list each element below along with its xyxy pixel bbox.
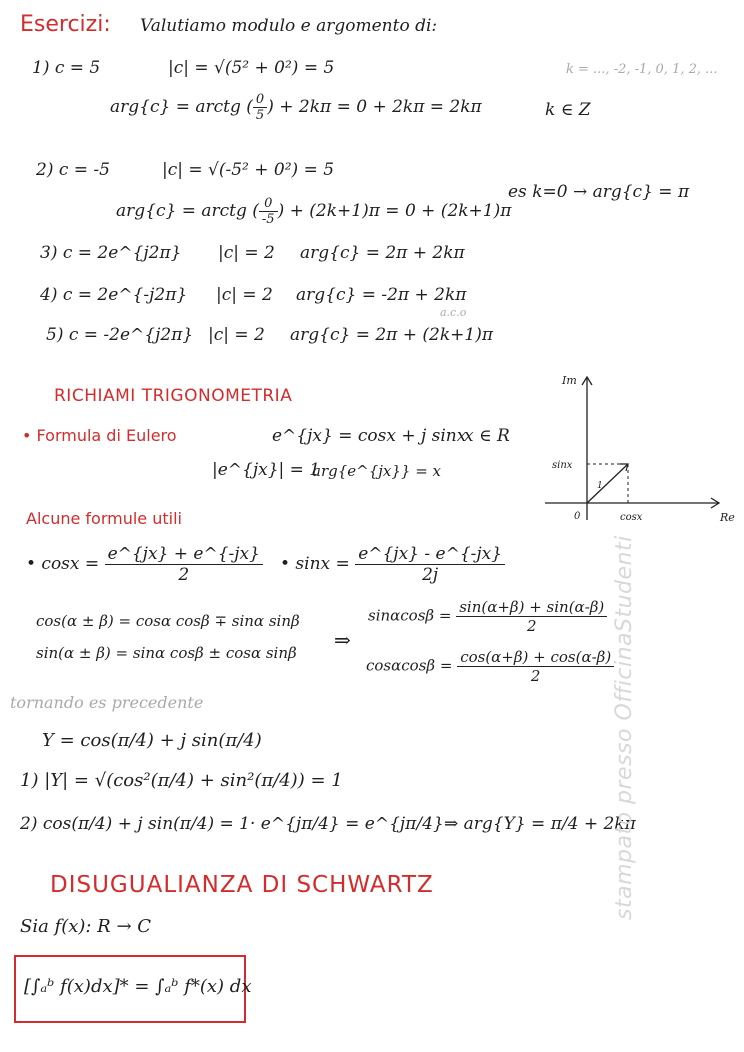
ex2-mod: |c| = √(-5² + 0²) = 5 bbox=[162, 160, 335, 180]
ex1-c: 1) c = 5 bbox=[32, 58, 101, 78]
prod2-den: 2 bbox=[530, 667, 541, 685]
unit-circle-diagram bbox=[540, 370, 740, 530]
trig-heading: RICHIAMI TRIGONOMETRIA bbox=[54, 386, 293, 406]
ex3-arg: arg{c} = 2π + 2kπ bbox=[300, 243, 465, 263]
ex5-mod: |c| = 2 bbox=[208, 325, 265, 345]
sin-formula bbox=[280, 544, 505, 585]
exercises-heading: Esercizi: bbox=[20, 12, 111, 37]
add-sin: sin(α ± β) = sinα cosβ ± cosα sinβ bbox=[36, 644, 297, 662]
prod2-num: cos(α+β) + cos(α-β) bbox=[457, 648, 614, 667]
y-argument: 2) cos(π/4) + j sin(π/4) = 1· e^{jπ/4} = e^{jπ/4} bbox=[20, 814, 444, 834]
sin-num: e^{jx} - e^{-jx} bbox=[355, 544, 505, 565]
ex2-c: 2) c = -5 bbox=[36, 160, 110, 180]
add-cos: cos(α ± β) = cosα cosβ ∓ sinα sinβ bbox=[36, 612, 300, 630]
ex2-arg: arg{c} = arctg ( $\frac{0}{-5}$ ) + (2k+1)π = 0 + (2k+1)π bbox=[116, 196, 512, 227]
cos-den: 2 bbox=[178, 565, 190, 585]
prod1-num: sin(α+β) + sin(α-β) bbox=[456, 598, 607, 617]
ex4-mod: |c| = 2 bbox=[216, 285, 273, 305]
y-argument-result: ⇒ arg{Y} = π/4 + 2kπ bbox=[444, 814, 636, 834]
euler-formula: e^{jx} = cosx + j sinx bbox=[272, 426, 467, 446]
ex5-note: a.c.o bbox=[440, 306, 467, 319]
ex1-arg-den: 5 bbox=[255, 108, 265, 123]
ex5-c: 5) c = -2e^{j2π} bbox=[46, 325, 194, 345]
ex4-c: 4) c = 2e^{-j2π} bbox=[40, 285, 188, 305]
ex3-mod: |c| = 2 bbox=[218, 243, 275, 263]
sin-label: sinx bbox=[552, 460, 573, 471]
schwartz-sia: Sia f(x): R → C bbox=[20, 916, 152, 937]
useful-heading: Alcune formule utili bbox=[26, 509, 182, 528]
ex1-arg: arg{c} = arctg ( $\frac{0}{5}$ ) + 2kπ = 0 + 2kπ = 2kπ bbox=[110, 92, 482, 123]
prod1 bbox=[368, 598, 607, 635]
euler-arg: arg{e^{jx}} = x bbox=[312, 462, 442, 480]
ex1-arg-rhs: + 2kπ = 0 + 2kπ = 2kπ bbox=[279, 97, 482, 117]
k-note: k = ..., -2, -1, 0, 1, 2, ... bbox=[566, 62, 718, 77]
watermark: stampato presso OfficinaStudenti bbox=[612, 535, 637, 920]
y-definition: Y = cos(π/4) + j sin(π/4) bbox=[42, 730, 262, 751]
prod2 bbox=[366, 648, 614, 685]
schwartz-heading: DISUGUALIANZA DI SCHWARTZ bbox=[50, 872, 434, 898]
ex2-arg-num: 0 bbox=[259, 196, 278, 212]
y-modulus: 1) |Y| = √(cos²(π/4) + sin²(π/4)) = 1 bbox=[20, 770, 343, 791]
implies-arrow: ⇒ bbox=[334, 628, 351, 652]
prod2-lhs: cosαcosβ = bbox=[366, 656, 453, 675]
im-label: Im bbox=[562, 374, 577, 387]
ex5-arg: arg{c} = 2π + (2k+1)π bbox=[290, 325, 494, 345]
origin-label: 0 bbox=[574, 511, 581, 522]
cos-label: cosx bbox=[620, 512, 643, 523]
cos-num: e^{jx} + e^{-jx} bbox=[105, 544, 263, 565]
re-label: Re bbox=[720, 511, 735, 524]
one-label: 1 bbox=[597, 481, 603, 491]
ex2-arg-den: -5 bbox=[261, 212, 275, 227]
euler-domain: x ∈ R bbox=[464, 426, 510, 446]
sin-lhs: • sinx = bbox=[280, 554, 350, 574]
k-set: k ∈ Z bbox=[545, 100, 591, 120]
ex2-arg-lhs: arg{c} = arctg bbox=[116, 201, 247, 221]
sin-den: 2j bbox=[422, 565, 439, 585]
euler-label: • Formula di Eulero bbox=[22, 426, 177, 445]
ex1-arg-lhs: arg{c} = arctg bbox=[110, 97, 241, 117]
ex3-c: 3) c = 2e^{j2π} bbox=[40, 243, 182, 263]
ex1-arg-num: 0 bbox=[253, 92, 267, 108]
schwartz-formula: [∫ₐᵇ f(x)dx]* = ∫ₐᵇ f*(x) dx bbox=[24, 976, 252, 997]
prod1-den: 2 bbox=[526, 617, 537, 635]
ex1-mod: |c| = √(5² + 0²) = 5 bbox=[168, 58, 335, 78]
cos-lhs: • cosx = bbox=[26, 554, 100, 574]
ex2-note: es k=0 → arg{c} = π bbox=[508, 182, 690, 202]
unit-vector bbox=[587, 464, 628, 503]
cos-formula bbox=[26, 544, 263, 585]
exercises-intro: Valutiamo modulo e argomento di: bbox=[140, 16, 438, 36]
previous-note: tornando es precedente bbox=[10, 693, 204, 712]
ex2-arg-rhs: + (2k+1)π = 0 + (2k+1)π bbox=[289, 201, 512, 221]
ex4-arg: arg{c} = -2π + 2kπ bbox=[296, 285, 467, 305]
euler-mod: |e^{jx}| = 1 bbox=[212, 460, 321, 480]
prod1-lhs: sinαcosβ = bbox=[368, 606, 452, 625]
